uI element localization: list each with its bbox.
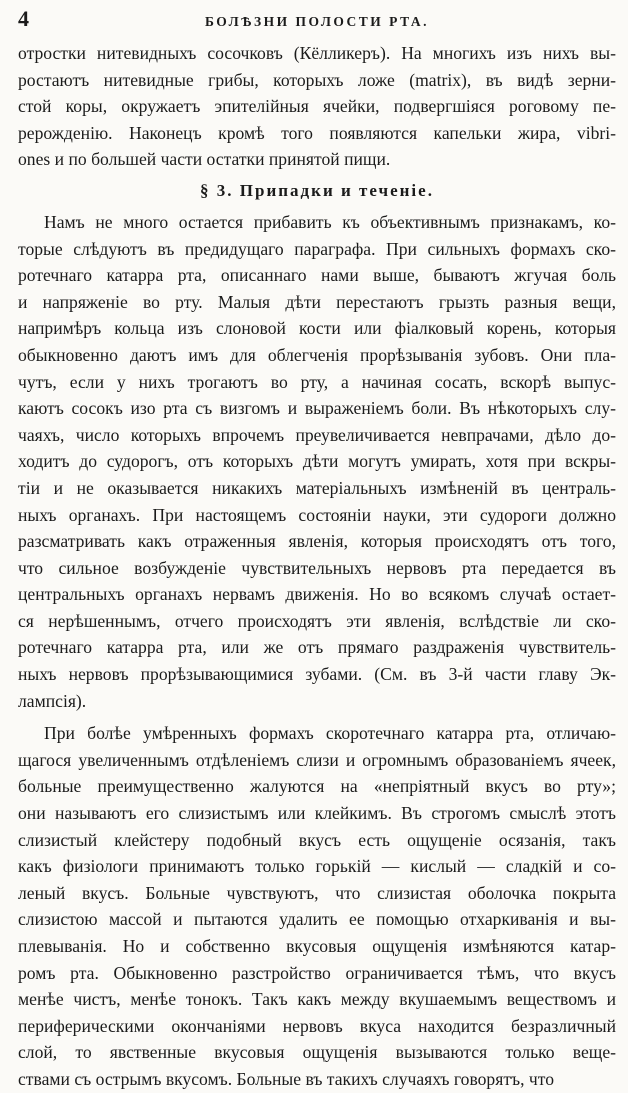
text-line: ones и по большей части остатки принятой пищи. [18,149,391,170]
text-line: стой коры, окружаетъ эпителійныя ячейки, подвергшіяся роговому пе- [18,96,616,117]
text-line: они называютъ его слизистымъ или клейкимъ. Въ строгомъ смыслѣ этотъ [18,803,616,824]
text-line: ствами съ острымъ вкусомъ. Больные въ такихъ случаяхъ говорятъ, что [18,1068,554,1089]
text-line: обыкновенно даютъ имъ для облегченія прорѣзыванія зубовъ. Они пла- [18,344,616,365]
text-line: ныхъ органахъ. При настоящемъ состояніи науки, эти судороги должно [18,504,616,525]
text-line: леный вкусъ. Больные чувствуютъ, что слизистая оболочка покрыта [18,882,616,903]
text-line: центральныхъ органахъ нервамъ движенія. Но во всякомъ случаѣ остает- [18,584,616,605]
text-line: чаяхъ, число которыхъ впрочемъ преувеличивается невпрачами, дѣло до- [18,424,616,445]
text-line: Намъ не много остается прибавить къ объективнымъ признакамъ, ко- [44,211,616,232]
text-line: больные преимущественно жалуются на «непріятный вкусъ во рту»; [18,776,616,797]
text-line: плевыванія. Но и собственно вкусовыя ощущенія измѣняются катар- [18,936,616,956]
text-line: отростки нитевидныхъ сосочковъ (Кёлликеръ). На многихъ изъ нихъ вы- [18,43,616,63]
text-line: разсматривать какъ отраженныя явленія, которыя происходятъ отъ того, [18,531,616,552]
running-title: БОЛѢЗНИ ПОЛОСТИ РТА. [204,14,430,29]
text-line: лампсія). [18,690,87,711]
text-line: слизистый клейстеру подобный вкусъ есть ощущеніе осязанія, такъ [18,829,616,850]
text-line: торые слѣдуютъ въ предидущаго параграфа. При сильныхъ формахъ ско- [18,238,616,259]
text-line: слой, то явственные вкусовыя ощущенія вызываются только веще- [18,1042,616,1063]
text-line: что сильное возбужденіе чувствительныхъ нервовъ рта передается въ [18,557,616,578]
text-line: ростаютъ нитевидные грибы, которыхъ ложе (matrix), въ видѣ зерни- [18,69,616,90]
text-line: ротечнаго катарра рта, описаннаго нами выше, бываютъ жгучая боль [18,265,616,286]
text-line: ся нерѣшеннымъ, отчего происходятъ эти явленія, вслѣдствіе ли ско- [18,610,616,631]
section-heading: § 3. Припадки и теченіе. [200,180,434,200]
text-line: ротечнаго катарра рта, или же отъ прямаго раздраженія чувствитель- [18,637,616,658]
text-line: и напряженіе во рту. Малыя дѣти перестаютъ грызть разныя вещи, [18,291,616,312]
text-line: какъ физіологи принимаютъ только горькій — кислый — сладкій и со- [18,856,616,877]
text-line: ныхъ нервовъ прорѣзывающимися зубами. (См. въ 3-й части главу Эк- [18,664,616,685]
paragraph-2 [18,209,616,714]
text-line: периферическими окончаніями нервовъ вкуса находится безразличный [18,1015,616,1036]
text-line: ромъ рта. Обыкновенно разстройство ограничивается тѣмъ, что вкусъ [18,962,616,983]
text-line: тіи и не оказывается никакихъ матеріальныхъ измѣненій въ централь- [18,477,616,498]
text-line: каютъ сосокъ изо рта съ визгомъ и выраженіемъ боли. Въ нѣкоторыхъ слу- [18,398,616,419]
paragraph-1 [18,40,616,173]
text-line: менѣе чистъ, менѣе тонокъ. Такъ какъ между вкушаемымъ веществомъ и [18,989,616,1010]
text-line: ходитъ до судорогъ, отъ которыхъ дѣти могутъ умирать, хотя при вскры- [18,451,616,472]
text-line: слизистою массой и пытаются удалить ее помощью отхаркиванія и вы- [18,909,616,930]
text-line: чутъ, если у нихъ трогаютъ во рту, а начиная сосать, вскорѣ выпус- [18,371,616,392]
paragraph-3 [18,720,616,1092]
page-header [18,6,616,40]
text-line: При болѣе умѣренныхъ формахъ скоротечнаго катарра рта, отличаю- [44,723,616,744]
text-line: рерожденію. Наконецъ кромѣ того появляются капельки жира, vibri- [18,122,616,143]
text-line: напримѣръ кольца изъ слоновой кости или фіалковый корень, которыя [18,318,616,339]
text-line: щагося увеличеннымъ отдѣленіемъ слизи и огромнымъ образованіемъ ячеек, [18,749,616,770]
page-number: 4 [18,6,29,31]
